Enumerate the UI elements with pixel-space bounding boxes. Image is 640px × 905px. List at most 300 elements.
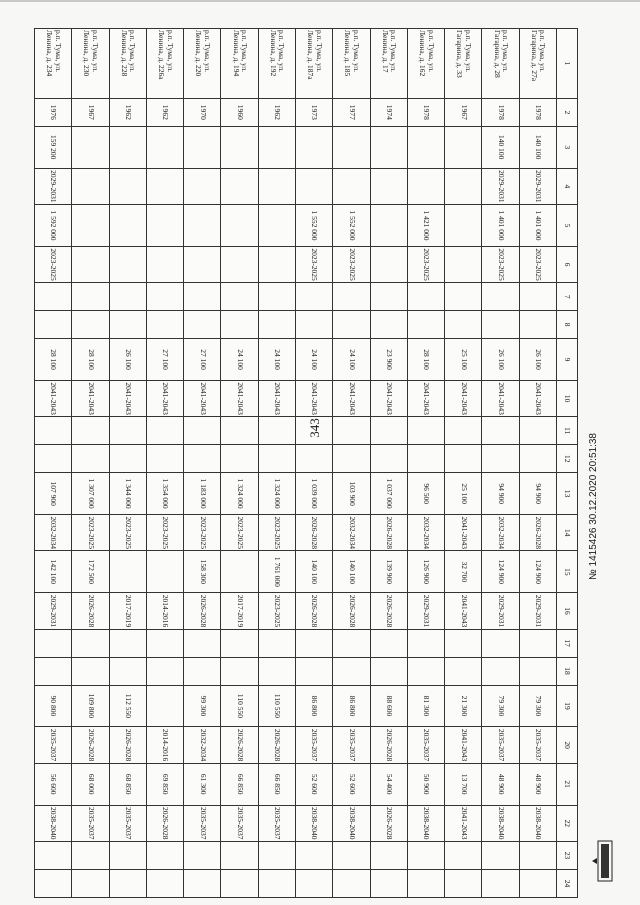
table-cell: 23 900 [370,339,407,381]
table-cell: 2026-2028 [370,593,407,629]
table-row [72,29,109,898]
table-cell [258,445,295,473]
table-cell [184,417,221,445]
table-cell [445,445,482,473]
table-cell [221,445,258,473]
table-cell: 86 800 [333,685,370,727]
table-cell: 2029-2031 [519,593,556,629]
table-cell: 1978 [407,98,444,126]
table-cell: 68 850 [109,763,146,805]
table-cell: 1 401 000 [482,205,519,247]
table-cell [221,311,258,339]
table-row [35,29,72,898]
table-cell [482,311,519,339]
table-cell: 25 100 [445,339,482,381]
table-cell [72,629,109,657]
table-cell: 2023-2025 [296,246,333,282]
column-header-17: 17 [557,629,578,657]
table-cell: 2029-2031 [35,168,72,204]
table-cell [519,445,556,473]
table-cell [146,205,183,247]
table-cell [184,168,221,204]
table-cell [407,311,444,339]
table-cell: 2035-2037 [35,727,72,763]
table-cell [445,205,482,247]
table-cell [72,311,109,339]
table-cell [221,283,258,311]
table-cell [370,657,407,685]
address-cell: р.п. Тума, ул. Гагарина, д. 28 [482,29,519,99]
table-cell [35,841,72,869]
table-cell [221,417,258,445]
table-cell [146,246,183,282]
table-cell [146,126,183,168]
table-cell [72,841,109,869]
table-cell [221,657,258,685]
column-header-14: 14 [557,515,578,551]
table-cell: 2038-2040 [407,805,444,841]
table-cell: 94 900 [482,473,519,515]
column-header-10: 10 [557,381,578,417]
table-cell [35,417,72,445]
table-cell: 1 592 000 [35,205,72,247]
table-cell: 2038-2040 [519,805,556,841]
column-header-22: 22 [557,805,578,841]
table-cell: 2026-2028 [370,727,407,763]
table-cell [407,126,444,168]
table-cell [146,685,183,727]
table-cell: 69 850 [146,763,183,805]
table-cell [370,311,407,339]
table-cell: 1974 [370,98,407,126]
table-cell: 66 850 [221,763,258,805]
table-cell: 1962 [258,98,295,126]
table-cell: 2038-2040 [482,805,519,841]
table-cell: 2023-2025 [333,246,370,282]
table-cell [72,205,109,247]
table-cell [72,869,109,897]
table-cell [296,311,333,339]
table-cell [370,205,407,247]
table-cell [519,629,556,657]
table-cell: 2026-2028 [296,593,333,629]
table-cell [258,126,295,168]
table-row [370,29,407,898]
table-cell: 2041-2043 [445,593,482,629]
table-cell: 2014-2016 [146,727,183,763]
table-cell: 2026-2028 [109,727,146,763]
table-cell [72,168,109,204]
address-cell: р.п. Тума, ул. Ленина, д. 187а [296,29,333,99]
table-cell: 140 100 [482,126,519,168]
table-cell: 2032-2034 [333,515,370,551]
table-cell [184,283,221,311]
table-cell [109,869,146,897]
table-cell [146,657,183,685]
table-cell [258,311,295,339]
table-cell [146,445,183,473]
table-cell: 1 552 000 [333,205,370,247]
housing-repair-table [34,28,578,898]
table-cell [519,869,556,897]
table-cell: 2041-2043 [109,381,146,417]
table-cell: 2029-2031 [519,168,556,204]
column-header-16: 16 [557,593,578,629]
table-cell [296,445,333,473]
table-cell [221,205,258,247]
table-cell: 90 800 [35,685,72,727]
table-cell [519,311,556,339]
table-cell: 2041-2043 [370,381,407,417]
table-cell [333,126,370,168]
column-header-3: 3 [557,126,578,168]
table-cell: 2035-2037 [519,727,556,763]
table-cell [72,657,109,685]
table-cell: 48 900 [482,763,519,805]
table-cell [221,869,258,897]
table-cell: 1960 [221,98,258,126]
table-cell: 1967 [445,98,482,126]
table-cell [258,629,295,657]
table-cell: 1962 [146,98,183,126]
table-cell: 27 100 [184,339,221,381]
table-cell [370,168,407,204]
table-cell [35,869,72,897]
table-cell [445,841,482,869]
table-cell: 1 037 000 [370,473,407,515]
table-cell: 94 900 [519,473,556,515]
table-cell [482,417,519,445]
table-cell [35,445,72,473]
table-cell: 2026-2028 [72,593,109,629]
table-cell: 2023-2025 [184,515,221,551]
column-header-4: 4 [557,168,578,204]
table-cell: 172 500 [72,551,109,593]
table-cell: 96 500 [407,473,444,515]
table-cell [146,841,183,869]
table-body [35,29,557,898]
table-cell [258,205,295,247]
housing-repair-table-wrapper [34,28,578,898]
table-cell [35,283,72,311]
table-row [258,29,295,898]
column-number-row [557,29,578,898]
address-cell: р.п. Тума, ул. Ленина, д. 220 [184,29,221,99]
table-cell [370,126,407,168]
table-cell: 112 550 [109,685,146,727]
table-cell [109,126,146,168]
table-cell [407,869,444,897]
table-cell [445,126,482,168]
table-cell: 2023-2025 [109,515,146,551]
table-cell [333,311,370,339]
column-header-8: 8 [557,311,578,339]
table-cell [407,417,444,445]
table-cell [445,657,482,685]
table-cell: 107 900 [35,473,72,515]
table-cell [221,168,258,204]
table-cell: 2041-2043 [445,515,482,551]
table-cell [258,246,295,282]
table-cell [72,126,109,168]
table-cell: 48 900 [519,763,556,805]
table-cell: 2026-2028 [296,515,333,551]
column-header-6: 6 [557,246,578,282]
table-cell: 140 100 [333,551,370,593]
table-cell: 2035-2037 [407,727,444,763]
table-row [519,29,556,898]
table-cell: 2029-2031 [35,593,72,629]
table-cell: 2029-2031 [482,593,519,629]
table-cell [407,445,444,473]
table-row [296,29,333,898]
table-cell: 1 307 000 [72,473,109,515]
table-cell [407,841,444,869]
table-cell [35,629,72,657]
table-cell: 2041-2043 [146,381,183,417]
table-cell: 2026-2028 [72,727,109,763]
table-cell: 2026-2028 [258,727,295,763]
table-cell: 2041-2043 [184,381,221,417]
column-header-23: 23 [557,841,578,869]
table-cell [482,629,519,657]
table-cell [221,551,258,593]
address-cell: р.п. Тума, ул. Ленина, д. 234 [35,29,72,99]
column-header-12: 12 [557,445,578,473]
table-cell: 126 900 [407,551,444,593]
column-header-24: 24 [557,869,578,897]
table-cell: 124 900 [519,551,556,593]
table-row [482,29,519,898]
table-cell: 2041-2043 [407,381,444,417]
table-cell: 2041-2043 [482,381,519,417]
table-cell [109,205,146,247]
table-cell [109,551,146,593]
table-cell: 2035-2037 [221,805,258,841]
table-cell: 2026-2028 [370,805,407,841]
column-header-21: 21 [557,763,578,805]
document-stamp: № 1415426 30.12.2020 20:51:38 [588,433,599,580]
table-cell: 2029-2031 [407,593,444,629]
table-cell: 52 600 [333,763,370,805]
table-cell [35,657,72,685]
table-cell: 50 900 [407,763,444,805]
table-cell: 24 100 [258,339,295,381]
table-cell: 1977 [333,98,370,126]
table-cell: 1 401 000 [519,205,556,247]
table-cell [109,657,146,685]
table-cell [482,657,519,685]
table-cell: 1978 [519,98,556,126]
table-cell [184,445,221,473]
table-cell: 2026-2028 [333,593,370,629]
table-cell: 2038-2040 [333,805,370,841]
table-cell [296,869,333,897]
table-cell: 32 700 [445,551,482,593]
table-cell [519,417,556,445]
table-cell [370,841,407,869]
table-cell [72,283,109,311]
table-cell [109,841,146,869]
table-cell: 2041-2043 [72,381,109,417]
table-row [184,29,221,898]
table-cell: 2035-2037 [109,805,146,841]
table-cell: 88 600 [370,685,407,727]
table-cell [333,417,370,445]
table-cell: 2041-2043 [519,381,556,417]
table-row [333,29,370,898]
table-cell: 1 324 000 [258,473,295,515]
table-cell: 1978 [482,98,519,126]
column-header-1: 1 [557,29,578,99]
table-cell [407,657,444,685]
table-cell: 1962 [109,98,146,126]
table-cell [333,445,370,473]
table-cell [184,657,221,685]
table-cell [296,126,333,168]
table-cell: 2023-2025 [258,515,295,551]
table-cell [445,869,482,897]
table-cell: 2035-2037 [258,805,295,841]
table-cell [146,629,183,657]
table-cell: 52 600 [296,763,333,805]
table-cell: 25 100 [445,473,482,515]
table-cell: 2041-2043 [445,727,482,763]
table-cell: 2032-2034 [482,515,519,551]
table-cell [407,283,444,311]
table-cell: 1 183 000 [184,473,221,515]
table-cell: 2026-2028 [519,515,556,551]
column-header-9: 9 [557,339,578,381]
table-cell [333,283,370,311]
table-cell [445,168,482,204]
table-cell [258,841,295,869]
table-cell: 2035-2037 [333,727,370,763]
table-cell: 142 100 [35,551,72,593]
address-cell: р.п. Тума, ул. Ленина, д. 194 [221,29,258,99]
table-cell [258,657,295,685]
column-header-20: 20 [557,727,578,763]
table-cell: 68 000 [72,763,109,805]
table-cell: 2023-2025 [407,246,444,282]
table-cell [370,445,407,473]
table-cell: 2041-2043 [35,381,72,417]
address-cell: р.п. Тума, ул. Ленина, д. 226а [146,29,183,99]
table-cell: 2041-2043 [258,381,295,417]
table-cell [370,283,407,311]
table-cell: 109 800 [72,685,109,727]
table-cell: 2023-2025 [258,593,295,629]
table-cell: 2023-2025 [35,246,72,282]
address-cell: р.п. Тума, ул. Ленина, д. 162 [407,29,444,99]
table-cell [258,869,295,897]
table-cell: 1970 [184,98,221,126]
table-cell [407,629,444,657]
table-cell [146,869,183,897]
column-header-13: 13 [557,473,578,515]
table-cell [296,657,333,685]
table-cell: 2032-2034 [184,727,221,763]
table-cell: 79 300 [519,685,556,727]
table-cell: 24 100 [221,339,258,381]
table-row [407,29,444,898]
table-cell: 2017-2019 [221,593,258,629]
table-cell: 21 300 [445,685,482,727]
table-cell: 2029-2031 [482,168,519,204]
table-cell: 1 039 000 [296,473,333,515]
table-cell [146,168,183,204]
column-header-19: 19 [557,685,578,727]
table-cell: 103 900 [333,473,370,515]
table-cell: 158 300 [184,551,221,593]
table-cell: 1 324 000 [221,473,258,515]
table-cell [296,841,333,869]
table-cell [146,283,183,311]
table-cell [221,841,258,869]
table-cell: 99 300 [184,685,221,727]
address-cell: р.п. Тума, ул. Гагарина, д. 33 [445,29,482,99]
table-cell [333,657,370,685]
table-cell [296,168,333,204]
table-cell: 2035-2037 [296,727,333,763]
table-cell: 2038-2040 [296,805,333,841]
table-cell [296,629,333,657]
table-cell: 28 100 [407,339,444,381]
table-cell: 2023-2025 [221,515,258,551]
table-cell [109,445,146,473]
table-cell: 110 550 [258,685,295,727]
table-cell: 27 100 [146,339,183,381]
table-cell [445,417,482,445]
table-cell [370,417,407,445]
table-cell [109,629,146,657]
table-cell [482,445,519,473]
table-cell: 24 100 [296,339,333,381]
column-header-2: 2 [557,98,578,126]
table-cell [221,246,258,282]
table-cell: 86 800 [296,685,333,727]
address-cell: р.п. Тума, ул. Ленина, д. 230 [72,29,109,99]
table-cell: 2035-2037 [72,805,109,841]
table-cell [184,869,221,897]
address-cell: р.п. Тума, ул. Ленина, д. 17 [370,29,407,99]
table-cell [258,417,295,445]
table-cell: 26 100 [109,339,146,381]
column-header-15: 15 [557,551,578,593]
table-cell [109,417,146,445]
table-cell: 2014-2016 [146,593,183,629]
table-cell [184,246,221,282]
table-cell: 1967 [72,98,109,126]
table-cell: 2035-2037 [184,805,221,841]
table-cell: 110 550 [221,685,258,727]
table-cell: 56 600 [35,763,72,805]
address-cell: р.п. Тума, ул. Ленина, д. 192 [258,29,295,99]
table-cell: 1 354 000 [146,473,183,515]
table-cell: 2026-2028 [146,805,183,841]
table-cell [482,283,519,311]
table-cell [296,283,333,311]
table-cell: 2026-2028 [370,515,407,551]
table-cell [146,417,183,445]
address-cell: р.п. Тума, ул. Ленина, д. 185 [333,29,370,99]
table-cell: 66 850 [258,763,295,805]
table-cell: 124 900 [482,551,519,593]
table-cell [445,246,482,282]
table-cell: 2026-2028 [221,727,258,763]
table-cell [109,168,146,204]
table-cell: 54 400 [370,763,407,805]
